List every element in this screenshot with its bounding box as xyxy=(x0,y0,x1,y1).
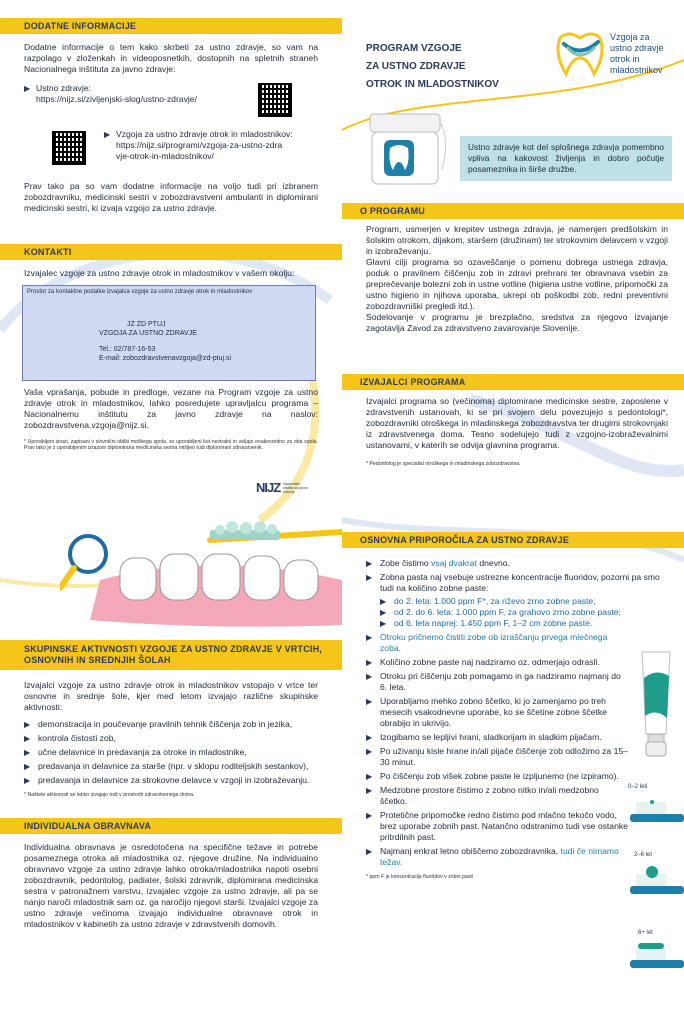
toothpaste-tube-illustration xyxy=(636,648,676,760)
item1-highlight: vsaj dvakrat xyxy=(431,558,477,568)
heading-skupinske-l1: SKUPINSKE AKTIVNOSTI VZGOJE ZA USTNO ZDRAVJE V VRTCIH, xyxy=(24,644,322,654)
nijz-logo-sub: Nacionalni inštitut za javno zdravje xyxy=(283,481,308,494)
list-item: ▶ demonstracija in poučevanje pravilnih tehnik čiščenja zob in jezika, xyxy=(24,719,318,730)
contact-tel: Tel.: 02/787-16-53 xyxy=(99,346,156,353)
individualna-text: Individualna obravnava je osredotočena na specifične težave in potrebe posameznega otroka ali mladostnika oz. njegove družine. Na individualno obravnavo vzgoje za ustno zdravje lahko otroka/mladostnika napoti osebni zobozdravnik, pedontolog, padiater, šolski zdravnik, diplomirana medicinska sestra v patronažnem varstvu, izvajalec vzgoje za ustno zdravje, ali pa se nanjo naroči mladostnik sam oz. ga naročijo njegovi starši. Izvajalci vzgoje za ustno zdravje večinoma izvajajo individualne obravnave otrok in mladostnikov v kabinetih za ustno zdravje v zdravstvenih domovih. xyxy=(24,842,318,930)
list-item xyxy=(366,558,628,569)
title-line-1: PROGRAM VZGOJE xyxy=(366,43,462,54)
bullet-icon: ▶ xyxy=(104,130,111,139)
list-item: ▶ Izogibamo se lepljivi hrani, sladkorijam in sladkim pijačam. xyxy=(366,732,628,743)
o-programu-p3: Sodelovanje v programu je brezplačno, sredstva za njegovo izvajanje zagotavlja Zavod za zdravstveno zavarovanje Slovenije. xyxy=(366,312,668,333)
contact-email[interactable]: E-mail: zobozdravstvenavzgoja@zd-ptuj.si xyxy=(99,355,231,362)
heading-kontakti: KONTAKTI xyxy=(0,244,342,260)
o-programu-p1: Program, usmerjen v krepitev ustnega zdravja, je namenjen predšolskim in šolskim otrokom, dijakom, staršem (družinam) ter strokovnim delavcem v vzgoji in izobraževanju. xyxy=(366,224,668,256)
link-ustno-zdravje[interactable]: https://nijz.si/zivljenjski-slog/ustno-zdravje/ xyxy=(36,94,197,104)
nijz-logo-text: NIJZ xyxy=(256,480,281,495)
bullet-icon: ▶ xyxy=(24,84,31,93)
list-item xyxy=(366,572,668,629)
priporocila-footnote: * ppm F je koncentracija fluoridov v zobni pasti xyxy=(366,874,473,880)
contact-org1: JZ ZD PTUJ xyxy=(127,321,166,328)
qr-code-icon[interactable] xyxy=(258,83,292,117)
intro-text: Ustno zdravje kot del splošnega zdravja pomembno vpliva na kakovost življenja in dobro počutje posameznika in širše družbe. xyxy=(468,142,664,174)
link1-label: Ustno zdravje: xyxy=(36,83,91,93)
list-item: ▶ kontrola čistosti zob, xyxy=(24,733,318,744)
kontakti-intro: Izvajalec vzgoje za ustno zdravje otrok in mladostnikov v vašem okolju: xyxy=(24,268,295,278)
dodatne-intro: Dodatne informacije o tem kako skrbeti za ustno zdravje, so vam na razpolago v zloženkah in videoposnetkih, dostopnih na spletnih straneh Nacionalnega inštituta za javno zdravje: xyxy=(24,42,318,74)
list-item: ▶ Po uživanju kisle hrane in/ali pijače čiščenje zob odložimo za 15–30 minut. xyxy=(366,746,628,768)
qr-code-icon[interactable] xyxy=(52,131,86,165)
list-item: ▶ Otroku pričnemo čistiti zobe ob izraščanju prvega mlečnega zoba. xyxy=(366,632,628,654)
list-item: ▶ učne delavnice in predavanja za otroke in mladostnike, xyxy=(24,747,318,758)
logo-text xyxy=(610,32,664,76)
o-programu-p2: Glavni cilji programa so ozaveščanje o pomenu dobrega ustnega zdravja, poduk o pravilnem čiščenju zob in zdravi prehrani ter obravnava vsebin za preprečevanje bolezni zob in ustne votline (higiena ustne votline, pripomočki za ustno higieno in njihova uporaba, ukrepi ob poškodbi zob, redni preventivni zobozdravniški pregledi itd.). xyxy=(366,257,668,311)
age-label: 0–2 leti xyxy=(628,784,648,790)
item1-a: Zobe čistimo xyxy=(380,558,432,568)
teeth-illustration xyxy=(60,520,342,630)
list-item: ▶ Količino zobne paste naj nadziramo oz. odmerjajo odrasli. xyxy=(366,657,628,668)
contact-org2: VZGOJA ZA USTNO ZDRAVJE xyxy=(99,330,197,337)
toothbrush-small-icon xyxy=(628,796,684,826)
title-line-3: OTROK IN MLADOSTNIKOV xyxy=(366,79,499,90)
title-line-2: ZA USTNO ZDRAVJE xyxy=(366,61,466,72)
list-item: ▶ Otroku pri čiščenju zob pomagamo in ga nadziramo najmanj do 6. leta. xyxy=(366,671,628,693)
contact-box xyxy=(22,285,316,381)
last-highlight: tudi če nimamo težav. xyxy=(380,846,619,867)
program-title xyxy=(366,40,499,94)
skupinske-footnote: * Naštete aktivnosti se lahko izvajajo tudi v prostorih zdravstvenega doma. xyxy=(24,792,195,798)
heading-priporocila: OSNOVNA PRIPOROČILA ZA USTNO ZDRAVJE xyxy=(342,532,684,548)
toothbrush-medium-icon xyxy=(628,864,684,898)
izvajalci-text: Izvajalci programa so (večinoma) diplomirane medicinske sestre, zaposlene v zdravstvenih ustanovah, ki se pri svojem delu povezujejo s pedontologi*, zobozdravniki otroškega in mladinskega zobozdravstva ter drugimi strokovnjaki iz zdravstvenega doma. Tesno sodelujejo tudi z vzgojno-izobraževalnimi ustanovami, v katerih se odvija glavnina programa. xyxy=(366,396,668,450)
heading-individualna: INDIVIDUALNA OBRAVNAVA xyxy=(0,818,342,834)
heading-skupinske-l2: OSNOVNIH IN SREDNJIH ŠOLAH xyxy=(24,655,171,665)
logo-line: mladostnikov xyxy=(610,65,663,75)
list-item: ▶ Protetične pripomočke redno čistimo pod mlačno tekočo vodo, brez uporabe zobnih past. Natančno odstranimo tudi vse ostanke pritrdilnih past. xyxy=(366,810,628,843)
heading-o-programu: O PROGRAMU xyxy=(342,203,684,219)
list-item: ▶ Uporabljamo mehko zobno ščetko, ki jo zamenjamo po treh mesecih vsakodnevne uporabe, ko se ščetine zobne ščetke obrabijo in ukrivijo. xyxy=(366,696,628,729)
dental-floss-illustration xyxy=(362,110,452,190)
age-label: 2–6 let xyxy=(634,852,653,858)
logo-line: ustno zdravje xyxy=(610,43,664,53)
list-item: ▶ Medzobne prostore čistimo z zobno nitko in/ali medzobno ščetko. xyxy=(366,785,628,807)
heading-dodatne: DODATNE INFORMACIJE xyxy=(0,18,342,34)
link2-label: Vzgoja za ustno zdravje otrok in mladostnikov: xyxy=(116,129,293,139)
nijz-logo xyxy=(256,480,311,495)
sub-item: ▶ od 2. do 6. leta: 1.000 ppm F, za grahovo zrno zobne paste; xyxy=(380,607,668,618)
paste-sublist xyxy=(380,596,668,629)
item2: Zobna pasta naj vsebuje ustrezne koncentracije fluoridov, pozorni pa smo tudi na količino zobne paste: xyxy=(380,572,660,593)
logo-line: Vzgoja za xyxy=(610,32,650,42)
kontakti-footnote: * Uporabljeni izrazi, zapisani v slovnični obliki moškega spola, so uporabljeni kot nevtralni in veljajo enakovredno za oba spola. Prav tako je z uporabljenim izrazom diplomirana medicinska sestra mišljen tudi diplomirani zdravstvenik. xyxy=(24,439,318,452)
list-item: ▶ predavanja in delavnice za starše (npr. v sklopu roditeljskih sestankov), xyxy=(24,761,318,772)
izvajalci-footnote: * Pedontolog je specialist otroškega in mladinskega zobozdravstva. xyxy=(366,461,521,467)
heading-izvajalci: IZVAJALCI PROGRAMA xyxy=(342,374,684,390)
link-vzgoja-b[interactable]: vje-otrok-in-mladostnikov/ xyxy=(116,151,214,161)
sub-item: ▶ do 2. leta: 1.000 ppm F*, za riževo zrno zobne paste; xyxy=(380,596,668,607)
list-item: ▶ Po čiščenju zob višek zobne paste le izpljunemo (ne izpiramo). xyxy=(366,771,628,782)
skupinske-list xyxy=(24,719,318,786)
toothbrush-large-icon xyxy=(628,940,684,970)
age-label: 6+ let xyxy=(638,930,653,936)
dodatne-p2: Prav tako pa so vam dodatne informacije na voljo tudi pri izbranem zobozdravniku, medicinski sestri v zobozdravstveni ambulanti in diplomirani medicinski sestri, ki izvaja vzgojo za ustno zdravje. xyxy=(24,181,318,213)
skupinske-intro: Izvajalci vzgoje za ustno zdravje otrok in mladostnikov vstopajo v vrtce ter osnovne in srednje šole, kjer med letom izvajajo različne skupinske aktivnosti: xyxy=(24,680,318,712)
tooth-logo-icon xyxy=(554,28,606,78)
heading-skupinske xyxy=(0,640,342,670)
list-item: ▶ predavanja in delavnice za strokovne delavce v vzgoji in izobraževanju. xyxy=(24,775,318,786)
contact-box-label: Prostor za kontaktne podatke izvajalca vzgoje za ustno zdravje otrok in mladostnikov xyxy=(27,289,253,295)
intro-box xyxy=(460,136,672,181)
item1-b: dnevno. xyxy=(476,558,510,568)
list-item xyxy=(366,846,628,868)
logo-line: otrok in xyxy=(610,54,640,64)
sub-item: ▶ od 6. leta naprej: 1.450 ppm F, 1–2 cm zobne paste. xyxy=(380,618,668,629)
kontakti-p2: Vaša vprašanja, pobude in predloge, vezane na Program vzgoje za ustno zdravje otrok in mladostnikov, lahko posredujete upravljalcu programa – Nacionalnemu inštitutu za javno zdravje na naslov: zobozdravstvena.vzgoja@nijz.si. xyxy=(24,387,318,430)
last-a: Najmanj enkrat letno obiščemo zobozdravnika, xyxy=(380,846,561,856)
link-vzgoja-a[interactable]: https://nijz.si/programi/vzgoja-za-ustno-zdra xyxy=(116,140,283,150)
